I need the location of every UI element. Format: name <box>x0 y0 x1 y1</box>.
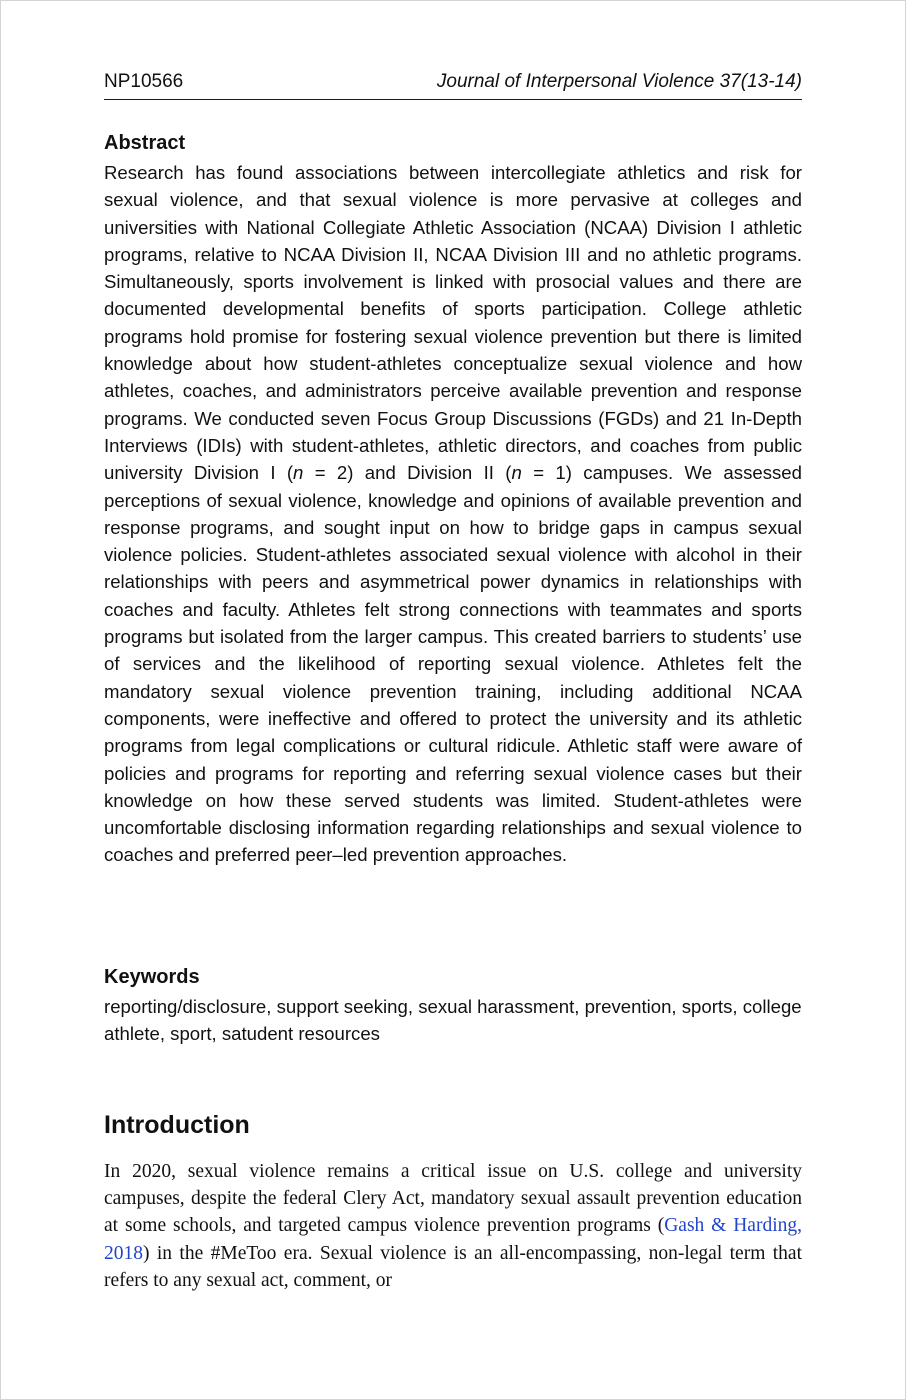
intro-text-part-2: ) in the #MeToo era. Sexual violence is an all-encompassing, non-legal term that refers to any sexual act, comment, or <box>104 1242 802 1291</box>
keywords-list: reporting/disclosure, support seeking, sexual harassment, prevention, sports, college athlete, sport, satudent resources <box>104 996 802 1045</box>
citation-link[interactable]: Gash & Harding, 2018 <box>104 1215 802 1264</box>
running-header <box>104 66 802 100</box>
abstract-text-part-2: = 2) and Division II ( <box>303 462 512 484</box>
sample-size-symbol: n <box>293 462 304 484</box>
keywords-heading: Keywords <box>104 966 200 988</box>
page-identifier: NP10566 <box>104 71 184 92</box>
abstract-heading: Abstract <box>104 132 186 154</box>
introduction-paragraph <box>104 1158 802 1294</box>
abstract-body <box>104 159 802 869</box>
journal-title: Journal of Interpersonal Violence 37(13-14) <box>436 71 802 92</box>
introduction-heading: Introduction <box>104 1111 250 1139</box>
abstract-text-part-3: = 1) campuses. We assessed perceptions of sexual violence, knowledge and opinions of available prevention and response programs, and sought input on how to bridge gaps in campus sexual violence policies. Student-athletes associated sexual violence with alcohol in their relationships with peers and asymmetrical power dynamics in relationships with coaches and faculty. Athletes felt strong connections with teammates and sports programs but isolated from the larger campus. This created barriers to students’ use of services and the likelihood of reporting sexual violence. Athletes felt the mandatory sexual violence prevention training, including additional NCAA components, were ineffective and offered to protect the university and its athletic programs from legal complications or cultural ridicule. Athletic staff were aware of policies and programs for reporting and referring sexual violence cases but their knowledge on how these served students was limited. Student-athletes were uncomfortable disclosing information regarding relationships and sexual violence to coaches and preferred peer–led prevention approaches. <box>104 462 802 866</box>
intro-text-part-1: In 2020, sexual violence remains a critical issue on U.S. college and university campuses, despite the federal Clery Act, mandatory sexual assault prevention education at some schools, and targeted campus violence prevention programs ( <box>104 1161 802 1237</box>
abstract-text-part-1: Research has found associations between intercollegiate athletics and risk for sexual violence, and that sexual violence is more pervasive at colleges and universities with National Collegiate Athletic Association (NCAA) Division I athletic programs, relative to NCAA Division II, NCAA Division III and no athletic programs. Simultaneously, sports involvement is linked with prosocial values and there are documented developmental benefits of sports participation. College athletic programs hold promise for fostering sexual violence prevention but there is limited knowledge about how student-athletes conceptualize sexual violence and how athletes, coaches, and administrators perceive available prevention and response programs. We conducted seven Focus Group Discussions (FGDs) and 21 In-Depth Interviews (IDIs) with student-athletes, athletic directors, and coaches from public university Division I ( <box>104 162 802 484</box>
sample-size-symbol: n <box>511 462 522 484</box>
